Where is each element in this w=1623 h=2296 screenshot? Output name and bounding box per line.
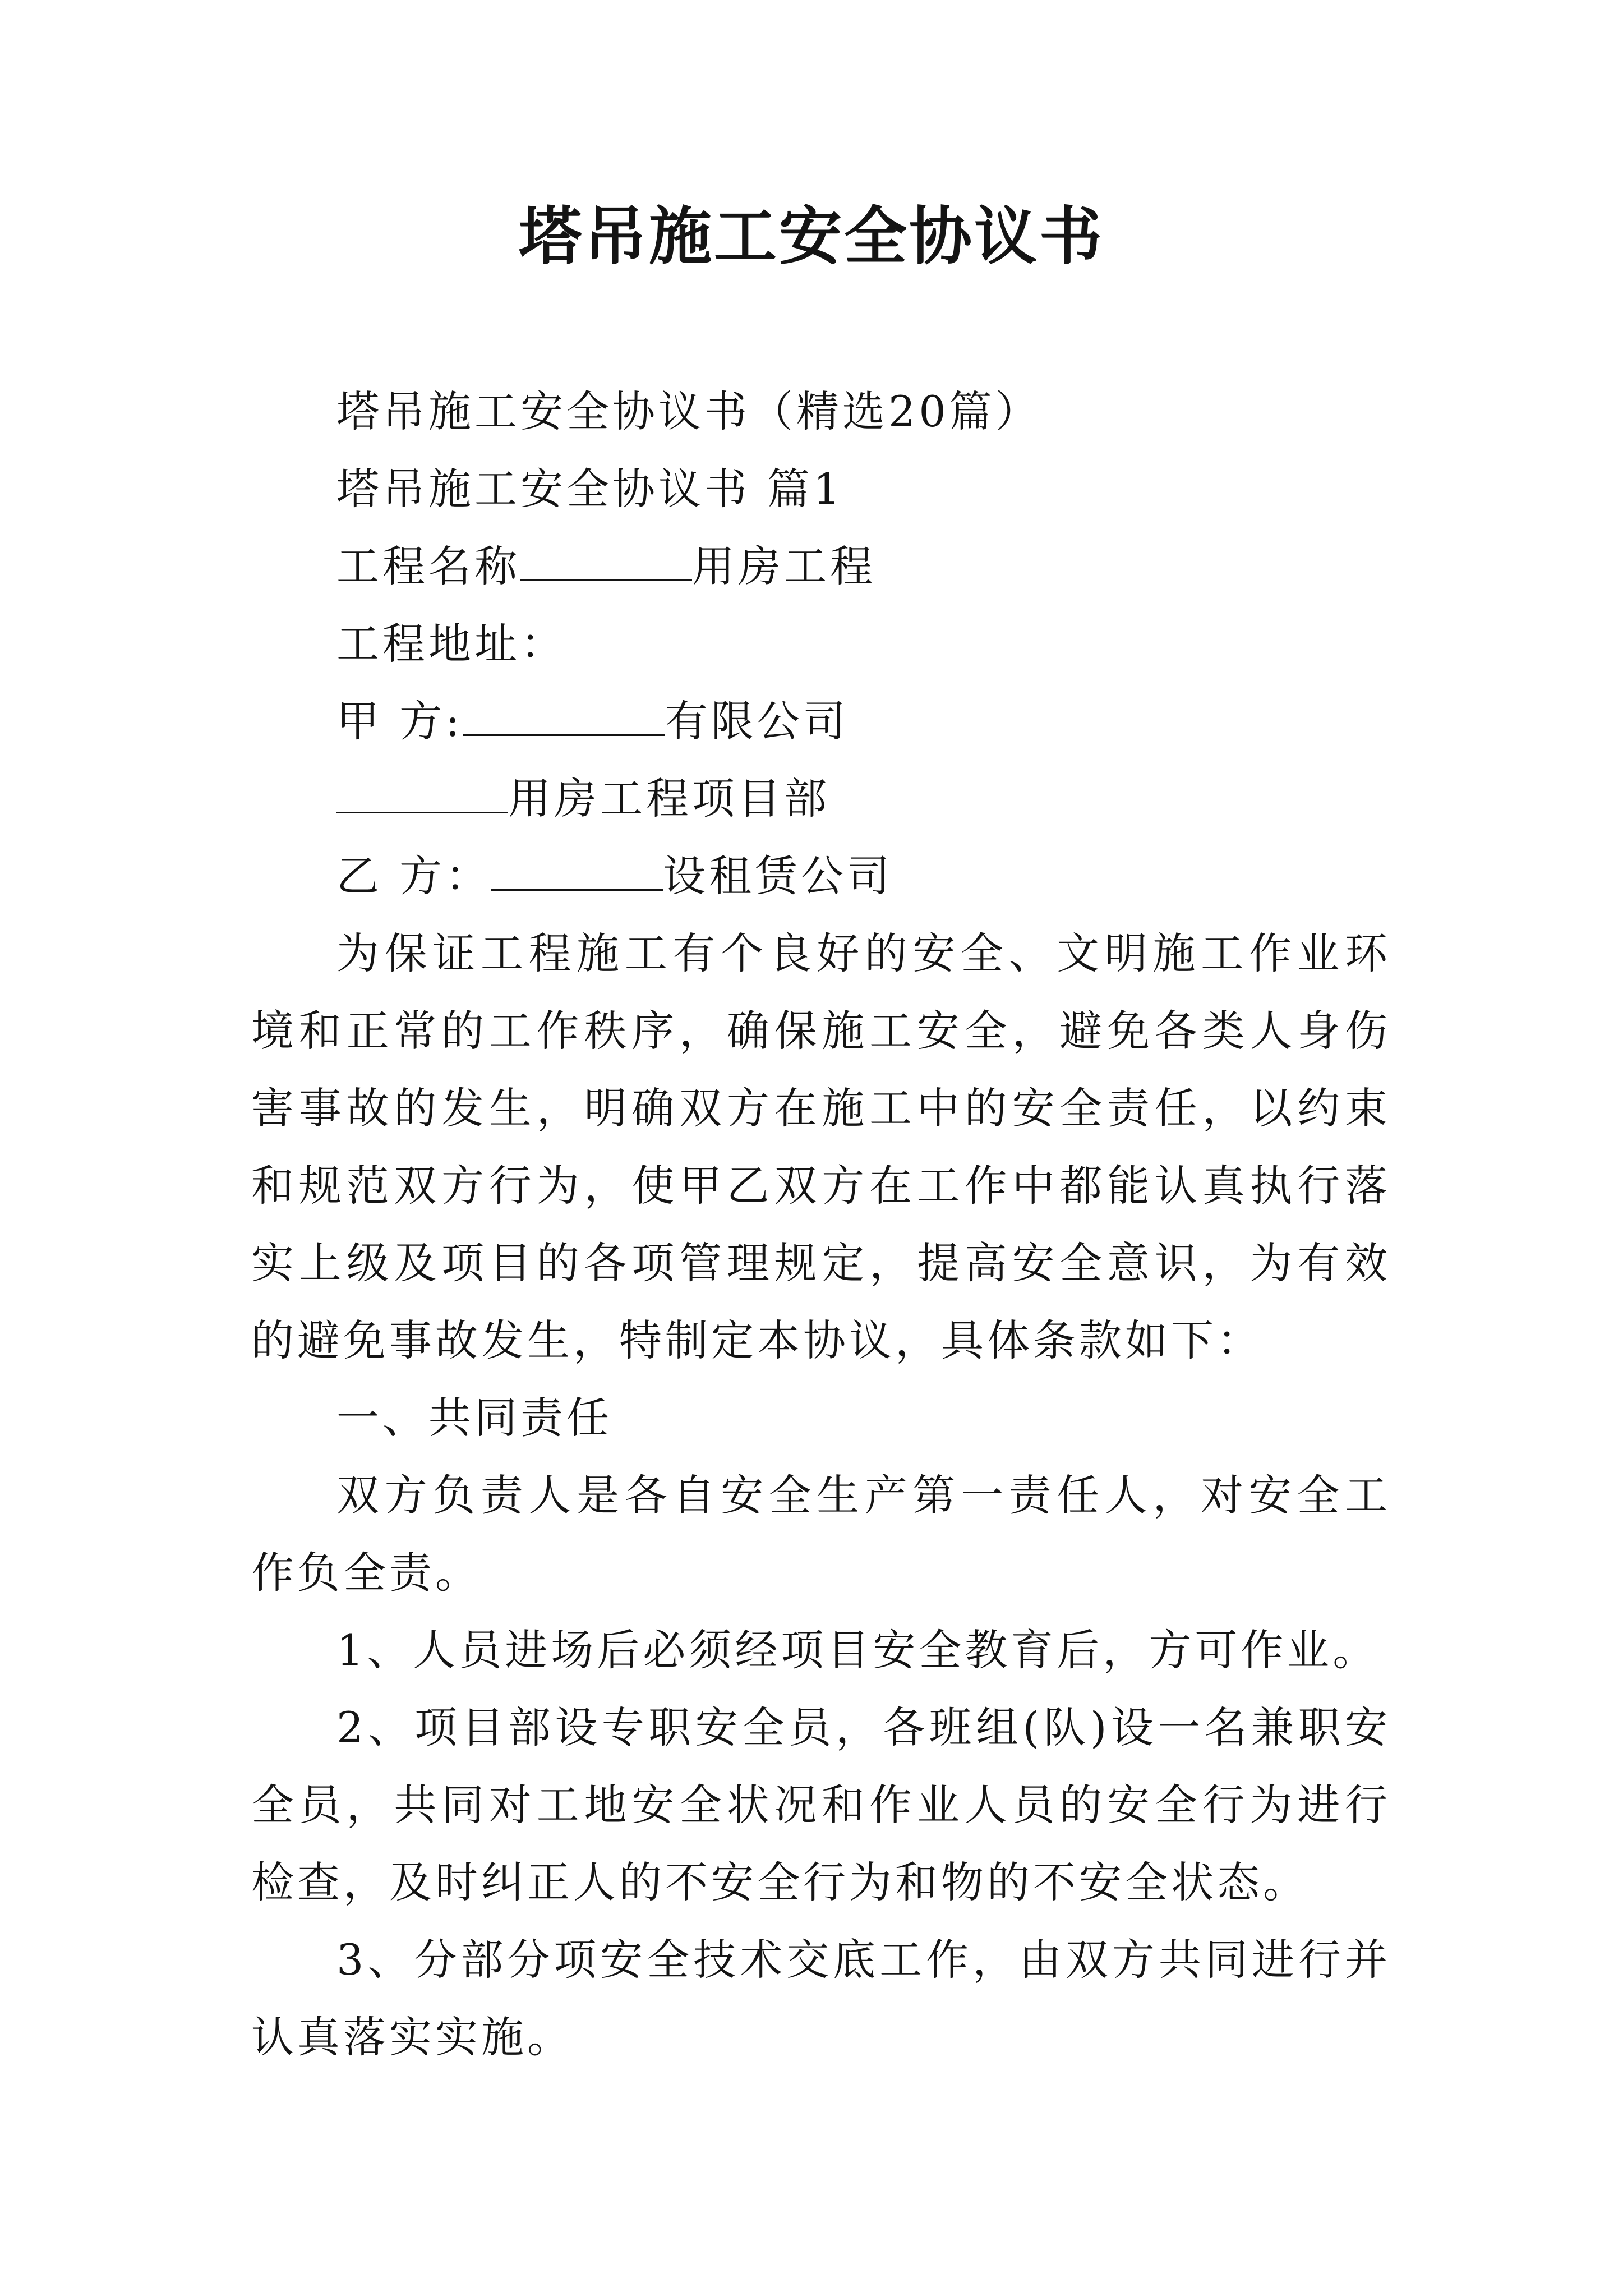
party-b-label: 乙 方： (336, 851, 492, 901)
section-heading: 塔吊施工安全协议书 篇1 (336, 464, 844, 514)
project-name-line (251, 528, 1391, 605)
clause-1-paragraph: 双方负责人是各自安全生产第一责任人，对安全工作负全责。 (251, 1470, 1391, 1598)
party-b-suffix: 设租赁公司 (663, 851, 893, 901)
party-a-dept-blank (336, 777, 508, 813)
document-title: 塔吊施工安全协议书 (519, 200, 1104, 273)
intro-paragraph: 为保证工程施工有个良好的安全、文明施工作业环境和正常的工作秩序，确保施工安全，避免各类人身伤害事故的发生，明确双方在施工中的安全责任，以约束和规范双方行为，使甲乙双方在工作中都能认真执行落实上级及项目的各项管理规定，提高安全意识，为有效的避免事故发生，特制定本协议，具体条款如下： (251, 928, 1391, 1365)
item-2: 2、项目部设专职安全员，各班组(队)设一名兼职安全员，共同对工地安全状况和作业人员的安全行为进行检查，及时纠正人的不安全行为和物的不安全状态。 (251, 1703, 1391, 1907)
item-3: 3、分部分项安全技术交底工作，由双方共同进行并认真落实实施。 (251, 1935, 1391, 2062)
project-name-suffix: 用房工程 (692, 541, 876, 591)
party-a-dept-suffix: 用房工程项目部 (508, 774, 830, 823)
project-name-label: 工程名称 (336, 541, 520, 591)
project-address-line (251, 605, 1391, 683)
clause-heading-1: 一、共同责任 (336, 1393, 612, 1443)
party-a-blank (463, 700, 665, 736)
document-subtitle: 塔吊施工安全协议书（精选20篇） (336, 386, 1041, 436)
party-b-blank (491, 854, 663, 891)
party-a-label: 甲 方: (336, 696, 463, 746)
project-address-label: 工程地址： (336, 619, 566, 669)
party-b-line (251, 838, 1391, 915)
party-a-line (251, 683, 1391, 760)
party-a-suffix: 有限公司 (665, 696, 849, 746)
item-1: 1、人员进场后必须经项目安全教育后，方可作业。 (336, 1625, 1379, 1675)
document-body (251, 373, 1391, 2076)
project-name-blank (520, 545, 692, 581)
party-a-dept-line (251, 760, 1391, 838)
